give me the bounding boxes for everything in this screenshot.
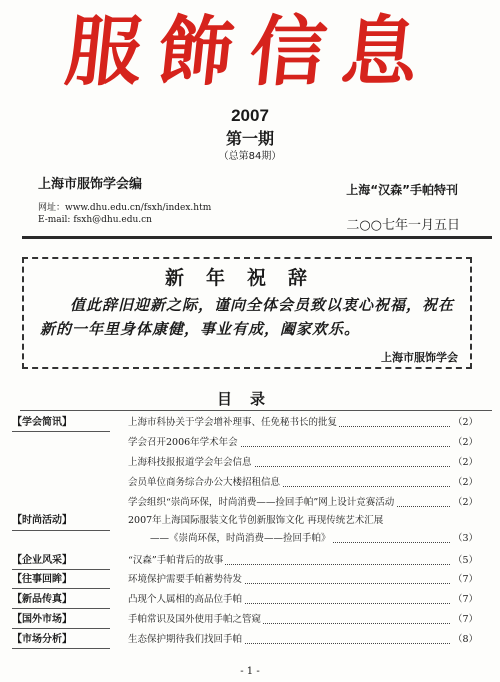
header-divider <box>22 236 492 239</box>
toc-section-divider <box>12 648 110 649</box>
toc-entry-title: 生态保护期待我们找回手帕 <box>128 634 243 645</box>
toc-section-label: 【国外市场】 <box>12 614 72 625</box>
email-link[interactable]: E-mail: fsxh@dhu.edu.cn <box>38 215 152 225</box>
toc-section-label: 【时尚活动】 <box>12 515 72 526</box>
toc-entry-title: 2007年上海国际服装文化节创新服饰文化 再现传统艺术汇展 <box>128 515 384 526</box>
toc-entry-page: （3） <box>452 533 478 544</box>
toc-entry-page: （5） <box>452 555 478 566</box>
toc-title: 目录 <box>216 390 283 408</box>
toc-entry-title: 上海科技报报道学会年会信息 <box>128 457 252 468</box>
toc-section-divider <box>12 569 110 570</box>
toc-entry-title: 学会召开2006年学术年会 <box>128 437 238 448</box>
toc-section-label: 【新品传真】 <box>12 594 72 605</box>
toc-entry-page: （2） <box>452 437 478 448</box>
toc-section-label: 【市场分析】 <box>12 634 72 645</box>
toc-entry-title: 学会组织“崇尚环保，时尚消费——捡回手帕”网上设计竞赛活动 <box>128 497 395 508</box>
toc-section-label: 【学会简讯】 <box>12 417 72 428</box>
issue-total: （总第84期） <box>218 151 282 162</box>
toc-entry-page: （7） <box>452 614 478 625</box>
toc-entry-page: （7） <box>452 594 478 605</box>
toc-section-divider <box>12 628 110 629</box>
toc-section-divider <box>12 588 110 589</box>
toc-section-label: 【往事回眸】 <box>12 574 72 585</box>
toc-entry-title: 会员单位商务综合办公大楼招租信息 <box>128 477 281 488</box>
toc-entry-title: 凸现个人属相的高品位手帕 <box>128 594 243 605</box>
greeting-body: 值此辞旧迎新之际，谨向全体会员致以衷心祝福，祝在新的一年里身体康健，事业有成，阖家欢乐。 <box>40 296 455 338</box>
toc-section-divider <box>12 530 110 531</box>
toc-entry-page: （8） <box>452 634 478 645</box>
publish-date: 二○○七年一月五日 <box>346 218 460 233</box>
toc-entry-page: （2） <box>452 477 478 488</box>
special-issue-label: 上海“汉森”手帕特刊 <box>346 183 458 197</box>
page-number: - 1 - <box>240 666 260 677</box>
toc-entry-title: 手帕常识及国外使用手帕之管窥 <box>128 614 262 625</box>
toc-entry-title: “汉森”手帕背后的故事 <box>128 555 224 566</box>
toc-section-divider <box>12 431 110 432</box>
editor-label: 上海市服饰学会编 <box>38 177 143 192</box>
website-link[interactable]: 网址：www.dhu.edu.cn/fsxh/index.htm <box>38 203 212 213</box>
toc-entry-page: （2） <box>452 457 478 468</box>
toc-entry-title: 上海市科协关于学会增补理事、任免秘书长的批复 <box>128 417 338 428</box>
issue-year: 2007 <box>231 106 269 125</box>
toc-entry-page: （2） <box>452 417 478 428</box>
toc-divider <box>20 410 492 411</box>
masthead-title: 服飾信息 <box>61 7 439 96</box>
toc-entry-title: 环境保护需要手帕蓄势待发 <box>128 574 243 585</box>
toc-section-divider <box>12 608 110 609</box>
issue-number: 第一期 <box>225 129 274 148</box>
greeting-title: 新年祝辞 <box>164 267 329 289</box>
toc-entry-page: （2） <box>452 497 478 508</box>
toc-entry-title: ——《崇尚环保，时尚消费——捡回手帕》 <box>150 533 331 544</box>
toc-section-label: 【企业风采】 <box>12 555 72 566</box>
greeting-signature: 上海市服饰学会 <box>381 351 458 364</box>
toc-entry-page: （7） <box>452 574 478 585</box>
